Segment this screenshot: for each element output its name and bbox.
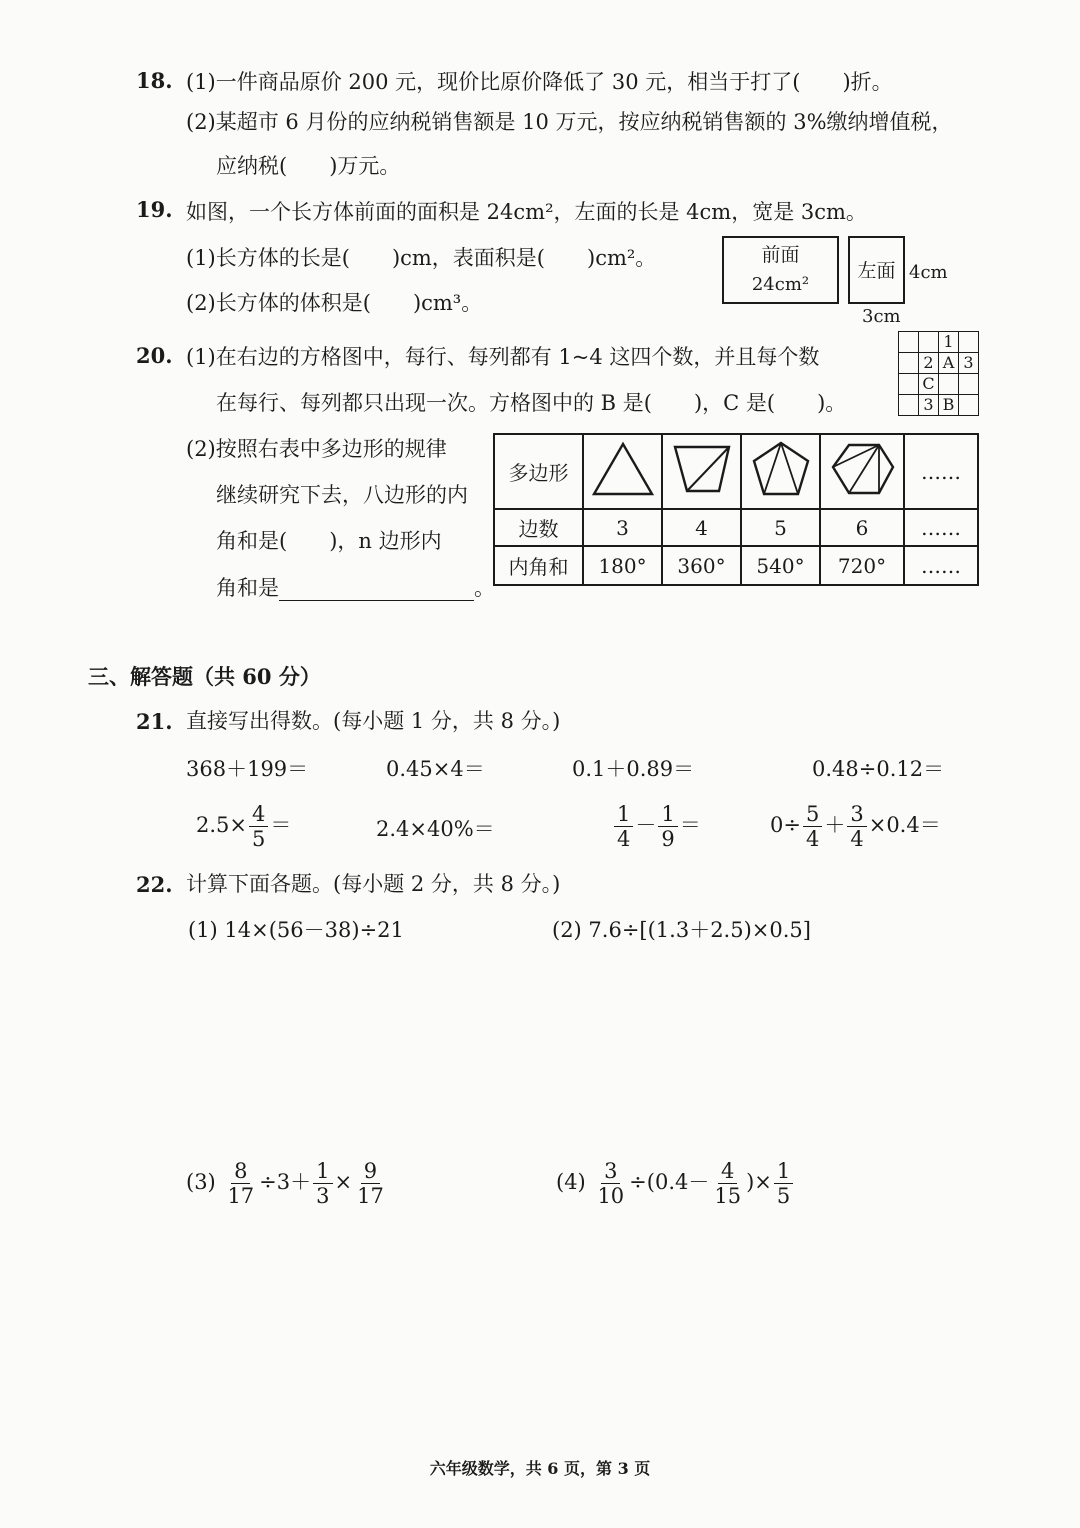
q20-part2-line1: (2)按照右表中多边形的规律 [186,437,447,461]
section-3-title: 三、解答题（共 60 分） [88,664,321,689]
fraction [711,1160,744,1207]
denominator: 4 [850,827,864,852]
denominator: 10 [597,1184,625,1209]
numerator: 1 [774,1160,793,1184]
fraction [847,803,866,850]
q21-stem: 直接写出得数。(每小题 1 分，共 8 分。) [186,709,561,733]
numerator: 1 [614,803,633,827]
front-face-area: 24cm² [751,274,810,295]
left-face-length: 4cm [909,262,948,283]
q21-item-6: 2.4×40%＝ [376,817,495,841]
item-label: (4) [556,1170,586,1195]
denominator: 17 [227,1184,255,1209]
q20-part2-line4-end: 。 [474,576,495,600]
expr-text: ＝ [679,813,701,838]
expr-text: × [334,1170,353,1195]
q20-part2-line2: 继续研究下去，八边形的内 [216,483,468,507]
angle-cell: 720° [820,546,904,585]
q18-number: 18. [136,68,173,93]
expr-text: 0÷ [770,813,801,838]
numerator: 4 [718,1160,737,1184]
expr-text: ＋ [824,813,846,838]
grid-cell [899,395,919,416]
angle-cell: …… [904,546,978,585]
fraction [313,1160,332,1207]
expr-text: － [635,813,657,838]
angle-cell: 360° [662,546,741,585]
row-label-polygon: 多边形 [494,434,583,509]
grid-cell: 3 [919,395,939,416]
q20-part1-line1: (1)在右边的方格图中，每行、每列都有 1~4 这四个数，并且每个数 [186,345,820,369]
item-label: (3) [186,1170,216,1195]
q22-number: 22. [136,872,173,897]
sides-cell: 5 [741,509,820,546]
sides-cell: 3 [583,509,662,546]
q21-item-1: 368＋199＝ [186,757,309,781]
q21-item-5 [196,803,291,850]
grid-cell [959,374,979,395]
denominator: 3 [316,1184,330,1209]
q19-stem: 如图，一个长方体前面的面积是 24cm²，左面的长是 4cm，宽是 3cm。 [186,200,867,224]
q22-item-4 [556,1160,795,1207]
fraction [803,803,822,850]
q21-item-7 [612,803,701,850]
q20-part2-line3: 角和是( )，n 边形内 [216,529,442,553]
front-face-rect [722,236,839,304]
fraction [594,1160,627,1207]
left-face-rect [848,236,905,304]
grid-cell [899,332,919,353]
angle-cell: 180° [583,546,662,585]
denominator: 4 [617,827,631,852]
denominator: 15 [714,1184,742,1209]
numerator: 1 [658,803,677,827]
denominator: 17 [357,1184,384,1209]
expr-text: )× [746,1170,772,1195]
grid-cell: B [939,395,959,416]
left-face-width: 3cm [862,306,901,327]
angle-cell: 540° [741,546,820,585]
numerator: 9 [361,1160,380,1184]
grid-cell: C [919,374,939,395]
q20-part2-line4-text: 角和是 [216,576,279,600]
quadrilateral-shape [662,434,741,509]
grid-cell [899,353,919,374]
q19-number: 19. [136,197,173,222]
expr-text: ＝ [270,813,292,838]
grid-cell: 1 [939,332,959,353]
grid-cell [939,374,959,395]
page-footer: 六年级数学，共 6 页，第 3 页 [429,1459,651,1478]
grid-cell: 2 [919,353,939,374]
expr-text: ×0.4＝ [868,813,941,838]
denominator: 5 [252,827,266,852]
grid-cell: 3 [959,353,979,374]
q20-number: 20. [136,343,173,368]
sides-cell: …… [904,509,978,546]
q21-item-2: 0.45×4＝ [386,757,485,781]
q22-item-3 [186,1160,389,1207]
q22-item-1: (1) 14×(56－38)÷21 [188,918,404,942]
grid-cell [959,395,979,416]
numerator: 1 [313,1160,332,1184]
triangle-shape [583,434,662,509]
expr-text: ÷(0.4－ [629,1170,710,1195]
expr-text: ÷3＋ [259,1170,312,1195]
q22-item-2: (2) 7.6÷[(1.3＋2.5)×0.5] [552,918,811,942]
q19-part2: (2)长方体的体积是( )cm³。 [186,291,483,315]
grid-cell [919,332,939,353]
q18-part1: (1)一件商品原价 200 元，现价比原价降低了 30 元，相当于打了( )折。 [186,70,893,94]
row-label-sides: 边数 [494,509,583,546]
fraction [224,1160,257,1207]
grid-cell: A [939,353,959,374]
hexagon-shape [820,434,904,509]
polygon-table [493,433,979,586]
q21-item-8 [770,803,941,850]
q20-part1-line2: 在每行、每列都只出现一次。方格图中的 B 是( )，C 是( )。 [216,391,847,415]
polygon-more: …… [904,434,978,509]
row-label-angle-sum: 内角和 [494,546,583,585]
front-face-label: 前面 [761,244,800,266]
q21-item-3: 0.1＋0.89＝ [572,757,695,781]
q22-stem: 计算下面各题。(每小题 2 分，共 8 分。) [186,872,561,896]
expr-text: 2.5× [196,813,247,838]
numerator: 3 [847,803,866,827]
left-face-label: 左面 [857,260,896,282]
grid-cell [959,332,979,353]
q21-item-4: 0.48÷0.12＝ [812,757,945,781]
fraction [354,1160,387,1207]
sides-cell: 4 [662,509,741,546]
number-grid [898,331,979,416]
q21-number: 21. [136,709,173,734]
numerator: 3 [601,1160,620,1184]
numerator: 5 [803,803,822,827]
q19-part1: (1)长方体的长是( )cm，表面积是( )cm²。 [186,246,657,270]
fraction [774,1160,793,1207]
answer-blank-line [279,578,474,601]
q18-part2-cont: 应纳税( )万元。 [216,154,401,178]
fraction [249,803,268,850]
numerator: 8 [231,1160,250,1184]
grid-cell [899,374,919,395]
fraction [658,803,677,850]
fraction [614,803,633,850]
denominator: 9 [661,827,675,852]
pentagon-shape [741,434,820,509]
sides-cell: 6 [820,509,904,546]
q20-part2-line4 [216,576,495,601]
denominator: 5 [776,1184,791,1209]
numerator: 4 [249,803,268,827]
denominator: 4 [805,827,820,852]
q18-part2: (2)某超市 6 月份的应纳税销售额是 10 万元，按应纳税销售额的 3%缴纳增值税， [186,110,953,134]
